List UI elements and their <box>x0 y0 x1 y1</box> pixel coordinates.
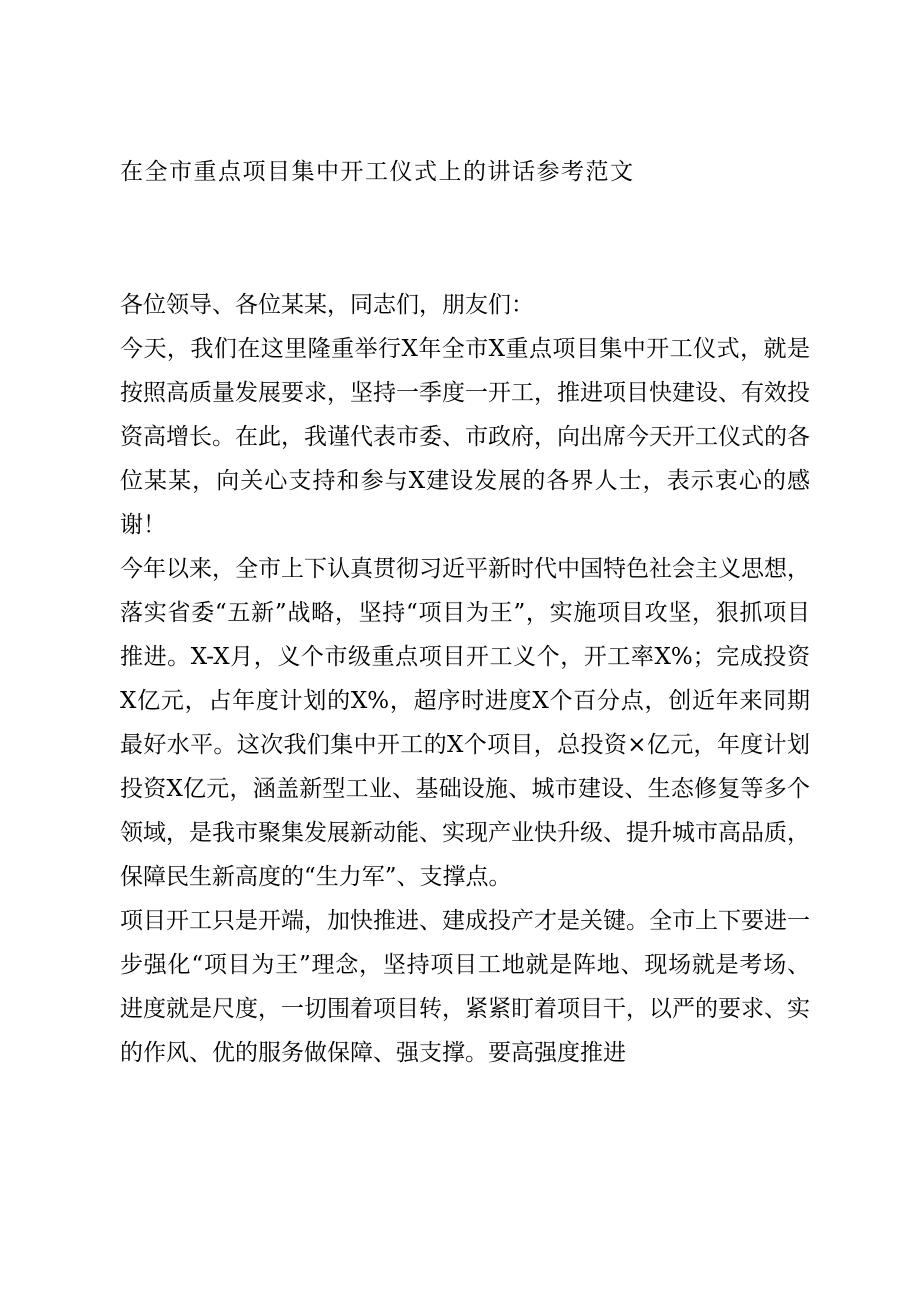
paragraph-opening: 今天，我们在这里隆重举行X年全市X重点项目集中开工仪式，就是按照高质量发展要求，坚持一季度一开工，推进项目快建设、有效投资高增长。在此，我谨代表市委、市政府，向出席今天开工仪式的各位某某，向关心支持和参与X建设发展的各界人士，表示衷心的感谢！ <box>120 336 810 538</box>
document-body <box>120 283 810 1075</box>
paragraph-requirements: 项目开工只是开端，加快推进、建成投产才是关键。全市上下要进一步强化“项目为王”理念，坚持项目工地就是阵地、现场就是考场、进度就是尺度，一切围着项目转，紧紧盯着项目干，以严的要求、实的作风、优的服务做保障、强支撑。要高强度推进 <box>120 908 810 1066</box>
document-title: 在全市重点项目集中开工仪式上的讲话参考范文 <box>120 159 635 185</box>
paragraph-salutation: 各位领导、各位某某，同志们，朋友们： <box>120 292 534 318</box>
paragraph-progress: 今年以来，全市上下认真贯彻习近平新时代中国特色社会主义思想，落实省委“五新”战略，坚持“项目为王”，实施项目攻坚，狠抓项目推进。X-X月，义个市级重点项目开工义个，开工率X%；完成投资X亿元，占年度计划的X%，超序时进度X个百分点，创近年来同期最好水平。这次我们集中开工的X个项目，总投资×亿元，年度计划投资X亿元，涵盖新型工业、基础设施、城市建设、生态修复等多个领域，是我市聚集发展新动能、实现产业快升级、提升城市高品质，保障民生新高度的“生力军”、支撑点。 <box>120 556 810 890</box>
